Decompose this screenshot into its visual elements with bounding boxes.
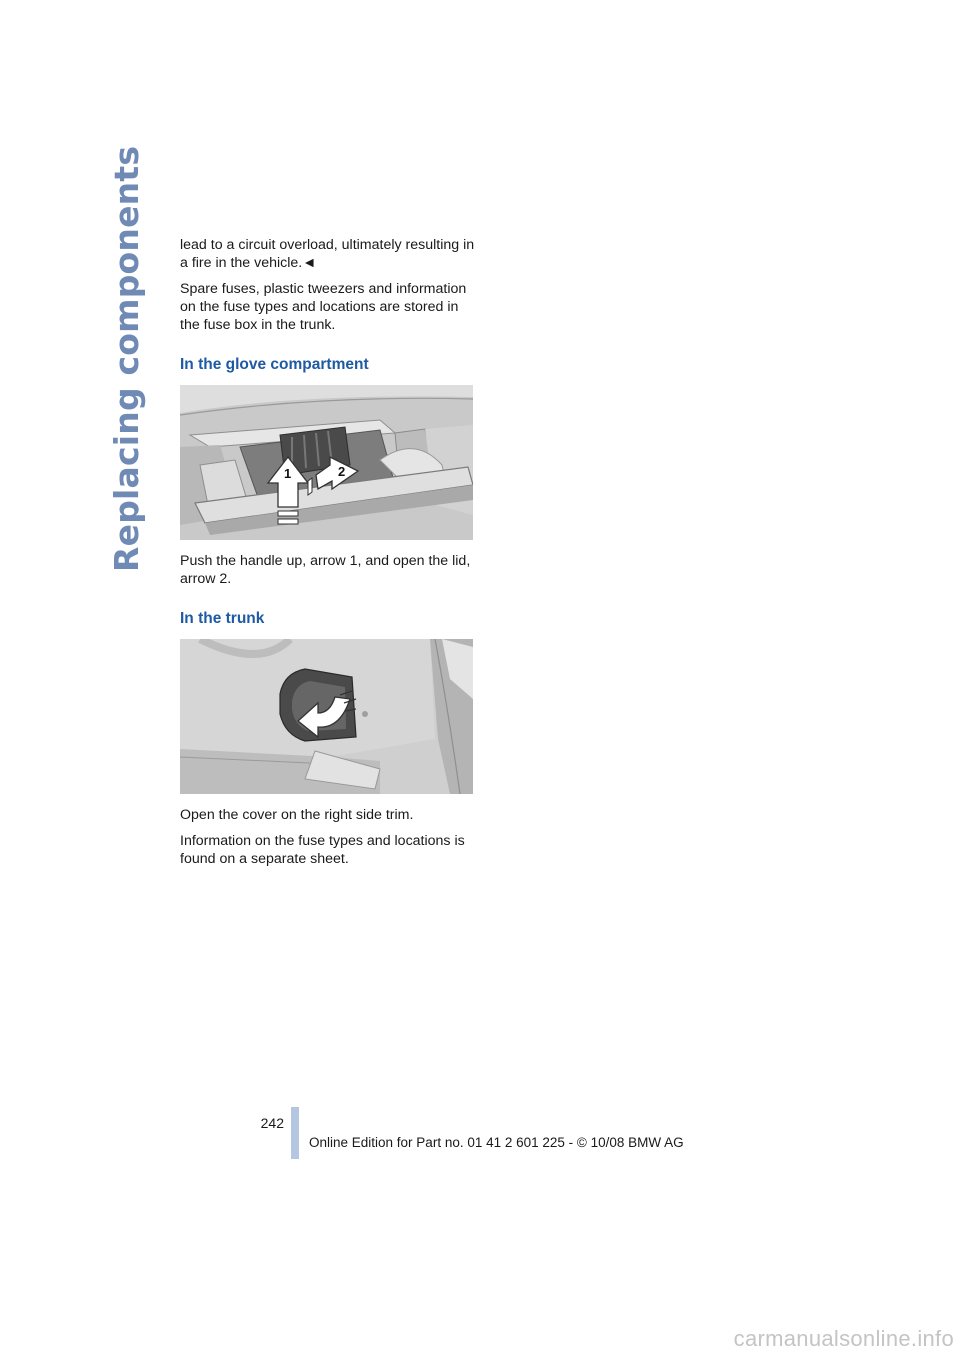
storage-paragraph: Spare fuses, plastic tweezers and information on the fuse types and locations are stored in the fuse box in the trunk. [180, 281, 467, 333]
footer-accent-bar [291, 1107, 299, 1159]
trunk-info: Information on the fuse types and locations is found on a separate sheet. [180, 833, 465, 867]
arrow-2-label: 2 [338, 464, 346, 479]
glove-compartment-heading: In the glove compartment [180, 356, 369, 373]
trunk-instruction: Open the cover on the right side trim. [180, 807, 414, 823]
intro-paragraph: lead to a circuit overload, ultimately resulting in a fire in the vehicle.◄ [180, 237, 475, 271]
chapter-title: Replacing components [107, 145, 146, 572]
edition-note: Online Edition for Part no. 01 41 2 601 225 - © 10/08 BMW AG [309, 1135, 684, 1150]
trunk-illustration [180, 639, 473, 794]
glove-instruction: Push the handle up, arrow 1, and open the lid, arrow 2. [180, 553, 471, 587]
page-number: 242 [260, 1115, 284, 1131]
watermark: carmanualsonline.info [733, 1326, 954, 1351]
main-column [180, 236, 476, 876]
glove-compartment-illustration [180, 385, 473, 540]
trunk-heading: In the trunk [180, 610, 265, 627]
trunk-drawing [180, 639, 473, 794]
arrow-1-label: 1 [284, 466, 292, 481]
glove-compartment-drawing [180, 385, 473, 540]
